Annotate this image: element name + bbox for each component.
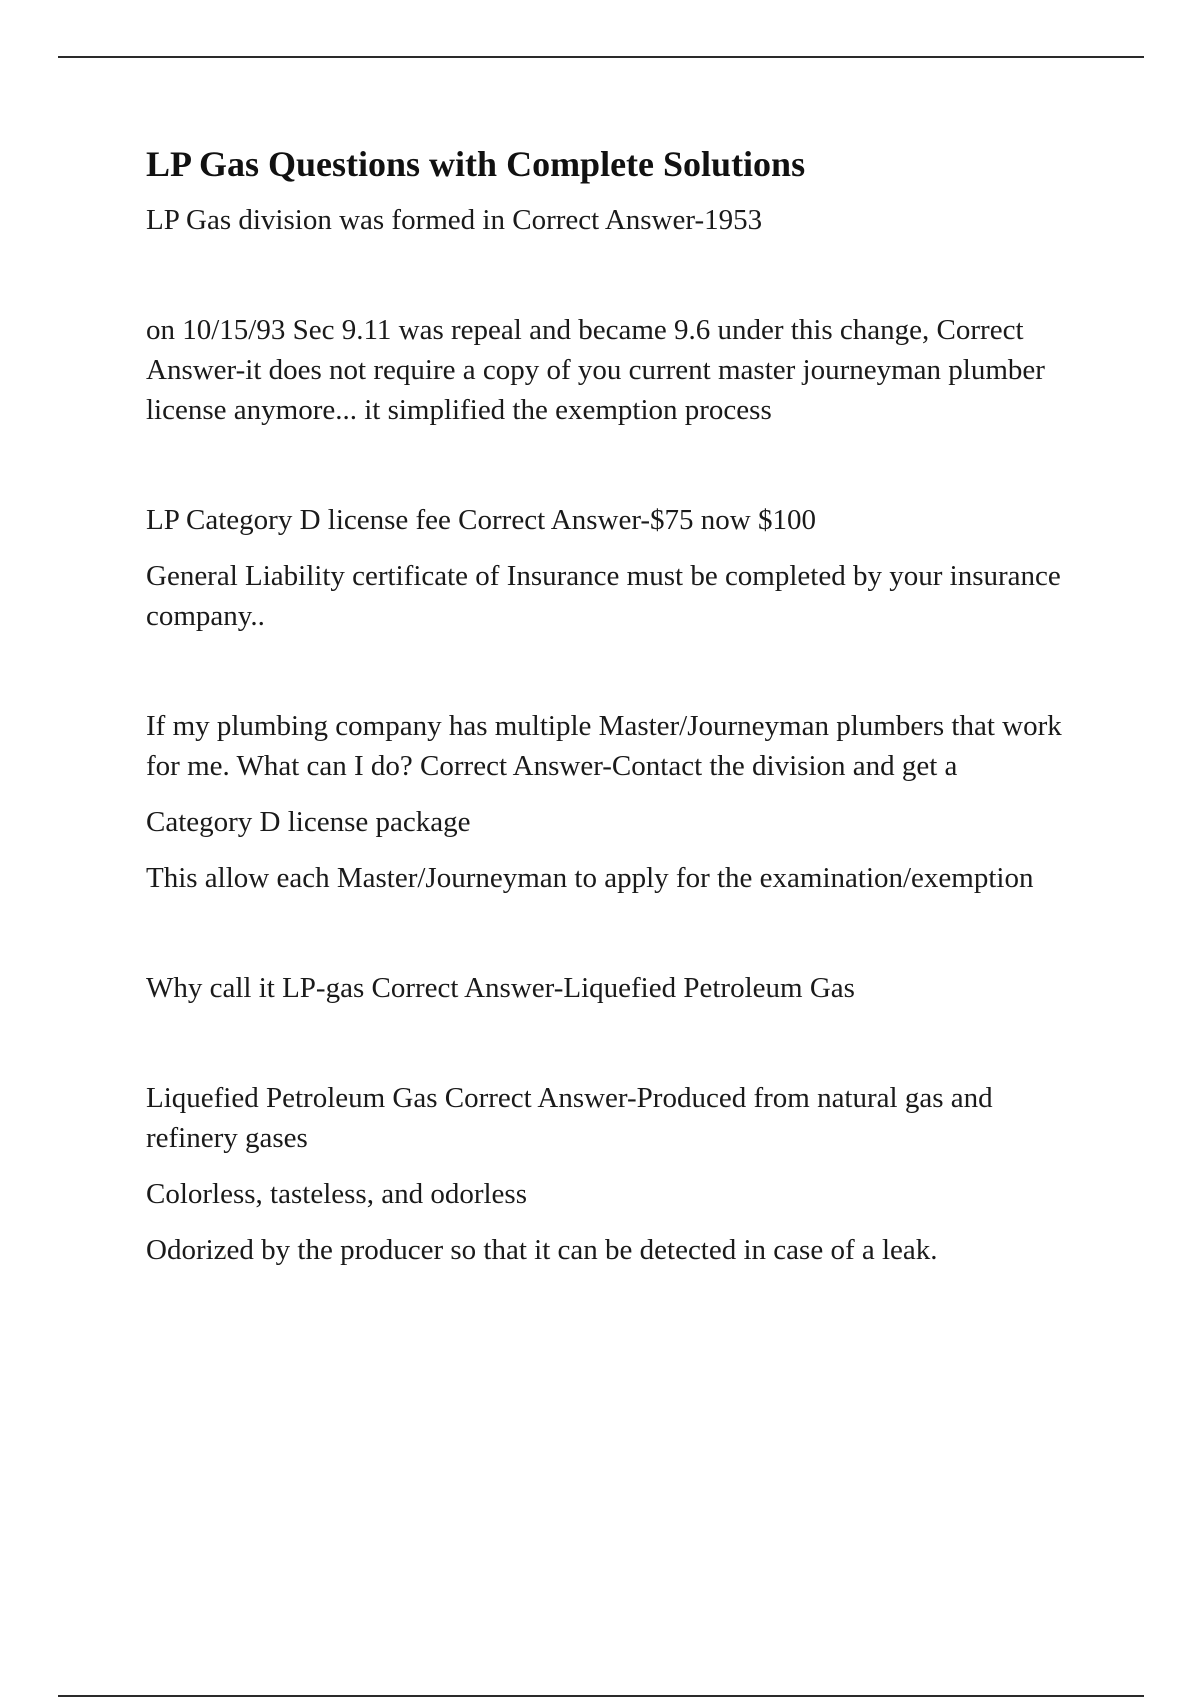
paragraph-1: LP Gas division was formed in Correct Answer-1953 bbox=[146, 204, 763, 236]
paragraph-6: Category D license package bbox=[146, 806, 471, 838]
document-title: LP Gas Questions with Complete Solutions bbox=[146, 144, 806, 184]
paragraph-9: Liquefied Petroleum Gas Correct Answer-Produced from natural gas and refinery gases bbox=[146, 1082, 993, 1154]
bottom-rule bbox=[58, 1695, 1144, 1697]
paragraph-7: This allow each Master/Journeyman to apply for the examination/exemption bbox=[146, 862, 1034, 894]
paragraph-4: General Liability certificate of Insurance must be completed by your insurance company.. bbox=[146, 560, 1061, 632]
paragraph-10: Colorless, tasteless, and odorless bbox=[146, 1178, 527, 1210]
paragraph-11: Odorized by the producer so that it can be detected in case of a leak. bbox=[146, 1234, 938, 1266]
paragraph-3: LP Category D license fee Correct Answer-$75 now $100 bbox=[146, 504, 817, 536]
paragraph-5: If my plumbing company has multiple Master/Journeyman plumbers that work for me. What can I do? Correct Answer-Contact the division and get a bbox=[146, 710, 1062, 782]
paragraph-8: Why call it LP-gas Correct Answer-Liquefied Petroleum Gas bbox=[146, 972, 855, 1004]
document-body bbox=[146, 142, 1086, 1270]
paragraph-2: on 10/15/93 Sec 9.11 was repeal and became 9.6 under this change, Correct Answer-it does not require a copy of you current master journeyman plumber license anymore... it simplified the exemption process bbox=[146, 314, 1045, 426]
top-rule bbox=[58, 56, 1144, 58]
